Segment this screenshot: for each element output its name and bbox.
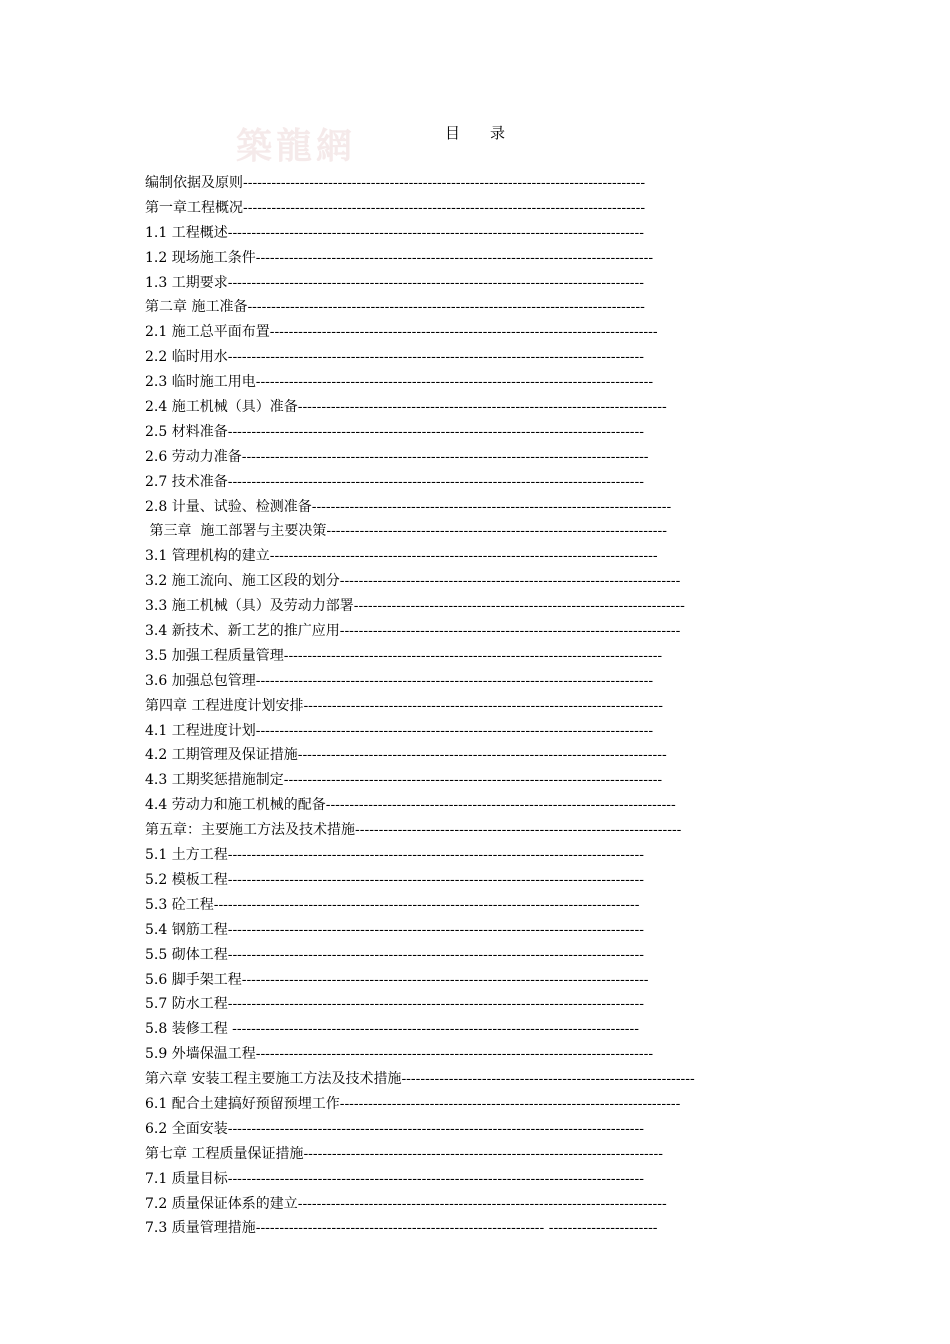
toc-entry: 2.1 施工总平面布置---------------------------------------------------------------------------------- — [145, 324, 658, 341]
toc-entry: 5.2 模板工程---------------------------------------------------------------------------------------- — [145, 871, 644, 888]
toc-entry: 3.3 施工机械（具）及劳动力部署---------------------------------------------------------------------- — [145, 598, 685, 615]
toc-entry: 5.9 外墙保温工程------------------------------------------------------------------------------------ — [145, 1046, 654, 1063]
toc-entry: 7.3 质量管理措施------------------------------------------------------------- ----------------------- — [145, 1220, 658, 1237]
toc-entry: 2.8 计量、试验、检测准备---------------------------------------------------------------------------- — [145, 498, 672, 515]
toc-entry: 5.5 砌体工程---------------------------------------------------------------------------------------- — [145, 946, 644, 963]
toc-title: 目 录 — [444, 124, 505, 142]
toc-entry: 7.2 质量保证体系的建立------------------------------------------------------------------------------ — [145, 1195, 667, 1212]
toc-entry: 3.4 新技术、新工艺的推广应用------------------------------------------------------------------------ — [145, 623, 681, 640]
watermark: 築龍網 — [236, 125, 357, 167]
toc-entry: 3.2 施工流向、施工区段的划分------------------------------------------------------------------------ — [145, 573, 681, 590]
toc-entry: 第六章 安装工程主要施工方法及技术措施-------------------------------------------------------------- — [145, 1071, 695, 1088]
toc-entry: 2.7 技术准备---------------------------------------------------------------------------------------- — [145, 473, 644, 490]
toc-entry: 第二章 施工准备------------------------------------------------------------------------------------ — [145, 299, 645, 316]
toc-entry: 2.3 临时施工用电------------------------------------------------------------------------------------ — [145, 374, 654, 391]
toc-entry: 6.2 全面安装---------------------------------------------------------------------------------------- — [145, 1120, 644, 1137]
toc-entry: 第三章 施工部署与主要决策------------------------------------------------------------------------ — [145, 523, 667, 540]
toc-entry: 3.1 管理机构的建立---------------------------------------------------------------------------------- — [145, 548, 658, 565]
toc-entry: 2.5 材料准备---------------------------------------------------------------------------------------- — [145, 423, 644, 440]
toc-entry: 第七章 工程质量保证措施---------------------------------------------------------------------------- — [145, 1145, 663, 1162]
toc-entry: 5.4 钢筋工程---------------------------------------------------------------------------------------- — [145, 921, 644, 938]
toc-entry: 5.8 装修工程 -------------------------------------------------------------------------------------- — [145, 1021, 639, 1038]
toc-entry: 4.2 工期管理及保证措施------------------------------------------------------------------------------ — [145, 747, 667, 764]
toc-entry: 5.3 砼工程------------------------------------------------------------------------------------------ — [145, 896, 640, 913]
toc-entry: 2.2 临时用水---------------------------------------------------------------------------------------- — [145, 349, 644, 366]
toc-entry: 5.1 土方工程---------------------------------------------------------------------------------------- — [145, 847, 644, 864]
toc-entry: 5.7 防水工程---------------------------------------------------------------------------------------- — [145, 996, 644, 1013]
toc-entry: 第五章：主要施工方法及技术措施--------------------------------------------------------------------- — [145, 822, 682, 839]
table-of-contents — [145, 171, 735, 1241]
toc-entry: 2.6 劳动力准备-------------------------------------------------------------------------------------- — [145, 448, 649, 465]
toc-entry: 3.6 加强总包管理------------------------------------------------------------------------------------ — [145, 672, 654, 689]
toc-entry: 4.4 劳动力和施工机械的配备-------------------------------------------------------------------------- — [145, 797, 676, 814]
toc-entry: 2.4 施工机械（具）准备------------------------------------------------------------------------------ — [145, 399, 667, 416]
toc-entry: 第四章 工程进度计划安排---------------------------------------------------------------------------- — [145, 697, 663, 714]
toc-entry: 5.6 脚手架工程-------------------------------------------------------------------------------------- — [145, 971, 649, 988]
toc-entry: 3.5 加强工程质量管理-------------------------------------------------------------------------------- — [145, 647, 663, 664]
toc-entry: 4.3 工期奖惩措施制定-------------------------------------------------------------------------------- — [145, 772, 663, 789]
toc-entry: 4.1 工程进度计划------------------------------------------------------------------------------------ — [145, 722, 654, 739]
toc-entry: 6.1 配合土建搞好预留预埋工作------------------------------------------------------------------------ — [145, 1095, 681, 1112]
toc-entry: 7.1 质量目标---------------------------------------------------------------------------------------- — [145, 1170, 644, 1187]
toc-entry: 第一章工程概况------------------------------------------------------------------------------------- — [145, 199, 646, 216]
toc-entry: 1.3 工期要求---------------------------------------------------------------------------------------- — [145, 274, 644, 291]
toc-entry: 编制依据及原则------------------------------------------------------------------------------------- — [145, 175, 646, 191]
toc-entry: 1.1 工程概述---------------------------------------------------------------------------------------- — [145, 224, 644, 241]
toc-entry: 1.2 现场施工条件------------------------------------------------------------------------------------ — [145, 249, 654, 266]
